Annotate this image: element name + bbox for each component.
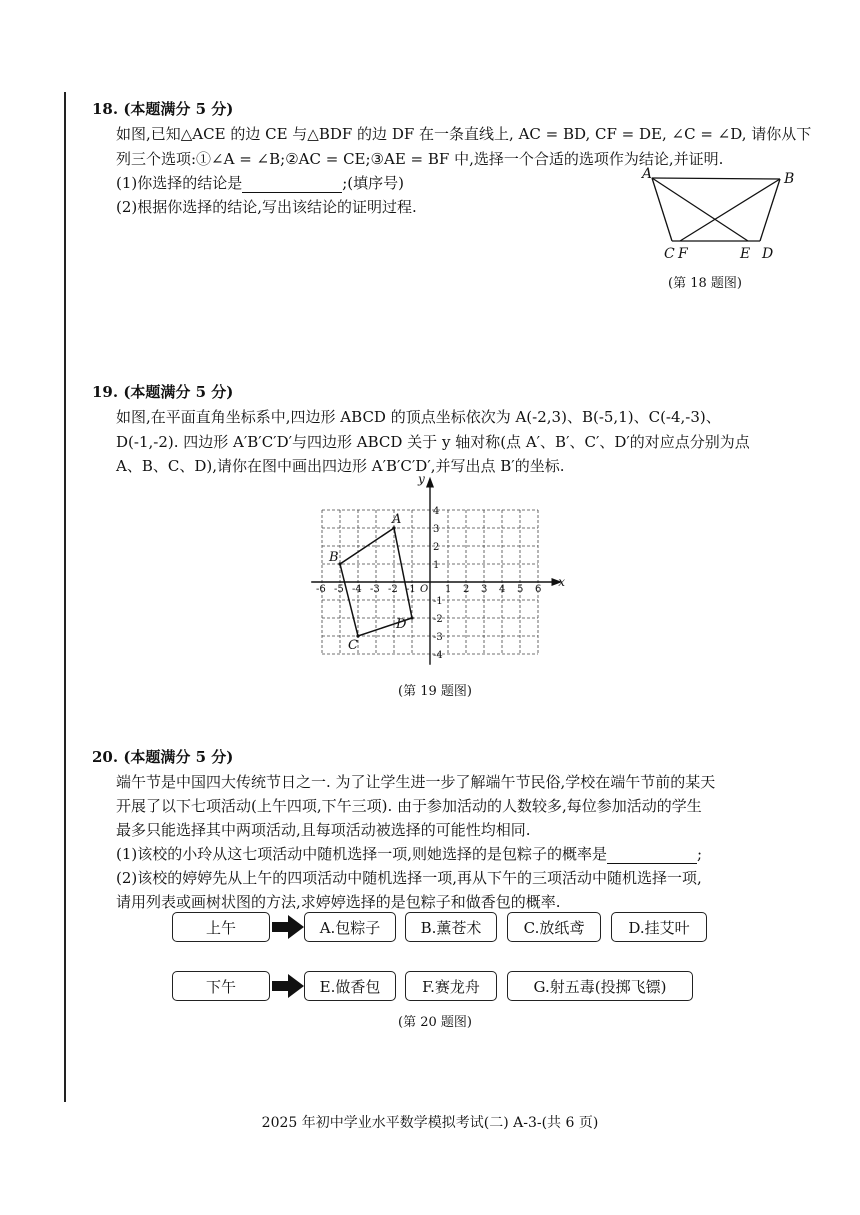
q20-part1-prefix: (1)该校的小玲从这七项活动中随机选择一项,则她选择的是包粽子的概率是: [116, 845, 608, 863]
q18-line1: 如图,已知△ACE 的边 CE 与△BDF 的边 DF 在一条直线上, AC = BD, CF = DE, ∠C = ∠D, 请你从下: [116, 125, 812, 143]
activity-a-box: A.包粽子: [304, 912, 396, 942]
q19-line3: A、B、C、D),请你在图中画出四边形 A′B′C′D′,并写出点 B′的坐标.: [116, 457, 565, 475]
x-tick-label: -2: [388, 584, 398, 595]
afternoon-label-box: 下午: [172, 971, 270, 1001]
x-tick-label: -5: [334, 584, 344, 595]
q18-header: 18. (本题满分 5 分): [92, 100, 234, 118]
q19-header: 19. (本题满分 5 分): [92, 383, 234, 401]
q18-label-b: B: [784, 171, 795, 187]
q18-segment-ae: [652, 178, 748, 241]
q18-segment-bf: [680, 179, 780, 241]
y-tick-label: 1: [433, 560, 440, 571]
q18-part1: [116, 173, 404, 193]
activity-e-box: E.做香包: [304, 971, 396, 1001]
q18-label-a: A: [642, 166, 653, 182]
q20-header: 20. (本题满分 5 分): [92, 748, 234, 766]
q20-part1: [116, 844, 702, 864]
q18-line2: 列三个选项:①∠A = ∠B;②AC = CE;③AE = BF 中,选择一个合适的选项作为结论,并证明.: [116, 150, 724, 168]
q20-part2-line2: 请用列表或画树状图的方法,求婷婷选择的是包粽子和做香包的概率.: [116, 893, 561, 911]
y-tick-label: -2: [433, 614, 443, 625]
q18-label-e: E: [740, 246, 751, 262]
q18-segment-ac: [652, 178, 672, 241]
x-tick-label: -6: [316, 584, 326, 595]
activity-g-box: G.射五毒(投掷飞镖): [507, 971, 693, 1001]
y-tick-label: 4: [433, 506, 440, 517]
y-tick-label: -1: [433, 596, 443, 607]
vertex-point-b: [338, 562, 341, 565]
q20-part2-line1: (2)该校的婷婷先从上午的四项活动中随机选择一项,再从下午的三项活动中随机选择一项,: [116, 869, 702, 887]
activity-f-box: F.赛龙舟: [405, 971, 497, 1001]
x-tick-label: 4: [499, 584, 506, 595]
q18-part1-suffix: ;(填序号): [342, 174, 405, 192]
y-tick-label: -3: [433, 632, 443, 643]
margin-line: [64, 92, 66, 1102]
q19-line1: 如图,在平面直角坐标系中,四边形 ABCD 的顶点坐标依次为 A(-2,3)、B(-5,1)、C(-4,-3)、: [116, 408, 721, 426]
q18-part1-prefix: (1)你选择的结论是: [116, 174, 243, 192]
q18-caption: (第 18 题图): [668, 276, 742, 291]
q18-figure: [630, 162, 810, 262]
q19-line2: D(-1,-2). 四边形 A′B′C′D′与四边形 ABCD 关于 y 轴对称(点 A′、B′、C′、D′的对应点分别为点: [116, 433, 750, 451]
activity-d-box: D.挂艾叶: [611, 912, 707, 942]
q18-part2: (2)根据你选择的结论,写出该结论的证明过程.: [116, 198, 417, 216]
x-axis-label: x: [558, 575, 565, 589]
q20-line2: 开展了以下七项活动(上午四项,下午三项). 由于参加活动的人数较多,每位参加活动的学生: [116, 797, 702, 815]
x-tick-label: -4: [352, 584, 362, 595]
afternoon-arrow-icon: [272, 973, 306, 999]
activity-c-box: C.放纸鸢: [507, 912, 601, 942]
y-tick-label: -4: [433, 650, 443, 661]
q19-tick-labels: [316, 472, 565, 661]
x-tick-label: -1: [406, 584, 416, 595]
q20-line1: 端午节是中国四大传统节日之一. 为了让学生进一步了解端午节民俗,学校在端午节前的某天: [116, 773, 716, 791]
q20-part1-suffix: ;: [697, 845, 703, 863]
activity-b-box: B.薰苍术: [405, 912, 497, 942]
q20-line3: 最多只能选择其中两项活动,且每项活动被选择的可能性均相同.: [116, 821, 531, 839]
q18-label-f: F: [678, 246, 688, 262]
morning-label-box: 上午: [172, 912, 270, 942]
q18-segment-ab: [652, 178, 780, 179]
origin-label: O: [420, 584, 429, 595]
y-tick-label: 3: [433, 524, 440, 535]
x-tick-label: 1: [445, 584, 452, 595]
q18-label-c: C: [664, 246, 675, 262]
x-tick-label: 2: [463, 584, 470, 595]
x-tick-label: -3: [370, 584, 380, 595]
q20-caption: (第 20 题图): [398, 1015, 472, 1030]
q20-answer-blank[interactable]: [607, 847, 697, 864]
vertex-point-d: [410, 616, 413, 619]
q18-segment-bd: [760, 179, 780, 241]
q19-caption: (第 19 题图): [398, 684, 472, 699]
y-tick-label: 2: [433, 542, 440, 553]
vertex-label-a: A: [392, 512, 402, 527]
page-footer: 2025 年初中学业水平数学模拟考试(二) A-3-(共 6 页): [261, 1115, 599, 1131]
x-tick-label: 5: [517, 584, 524, 595]
morning-arrow-icon: [272, 914, 306, 940]
q19-coordinate-figure: [300, 470, 580, 670]
vertex-label-b: B: [329, 550, 339, 565]
x-tick-label: 6: [535, 584, 542, 595]
x-tick-label: 3: [481, 584, 488, 595]
q18-answer-blank[interactable]: [242, 176, 342, 193]
y-axis-arrow-icon: [427, 479, 433, 487]
vertex-label-c: C: [348, 638, 358, 653]
vertex-label-d: D: [396, 617, 407, 632]
y-axis-label: y: [418, 471, 425, 486]
q18-label-d: D: [762, 246, 774, 262]
